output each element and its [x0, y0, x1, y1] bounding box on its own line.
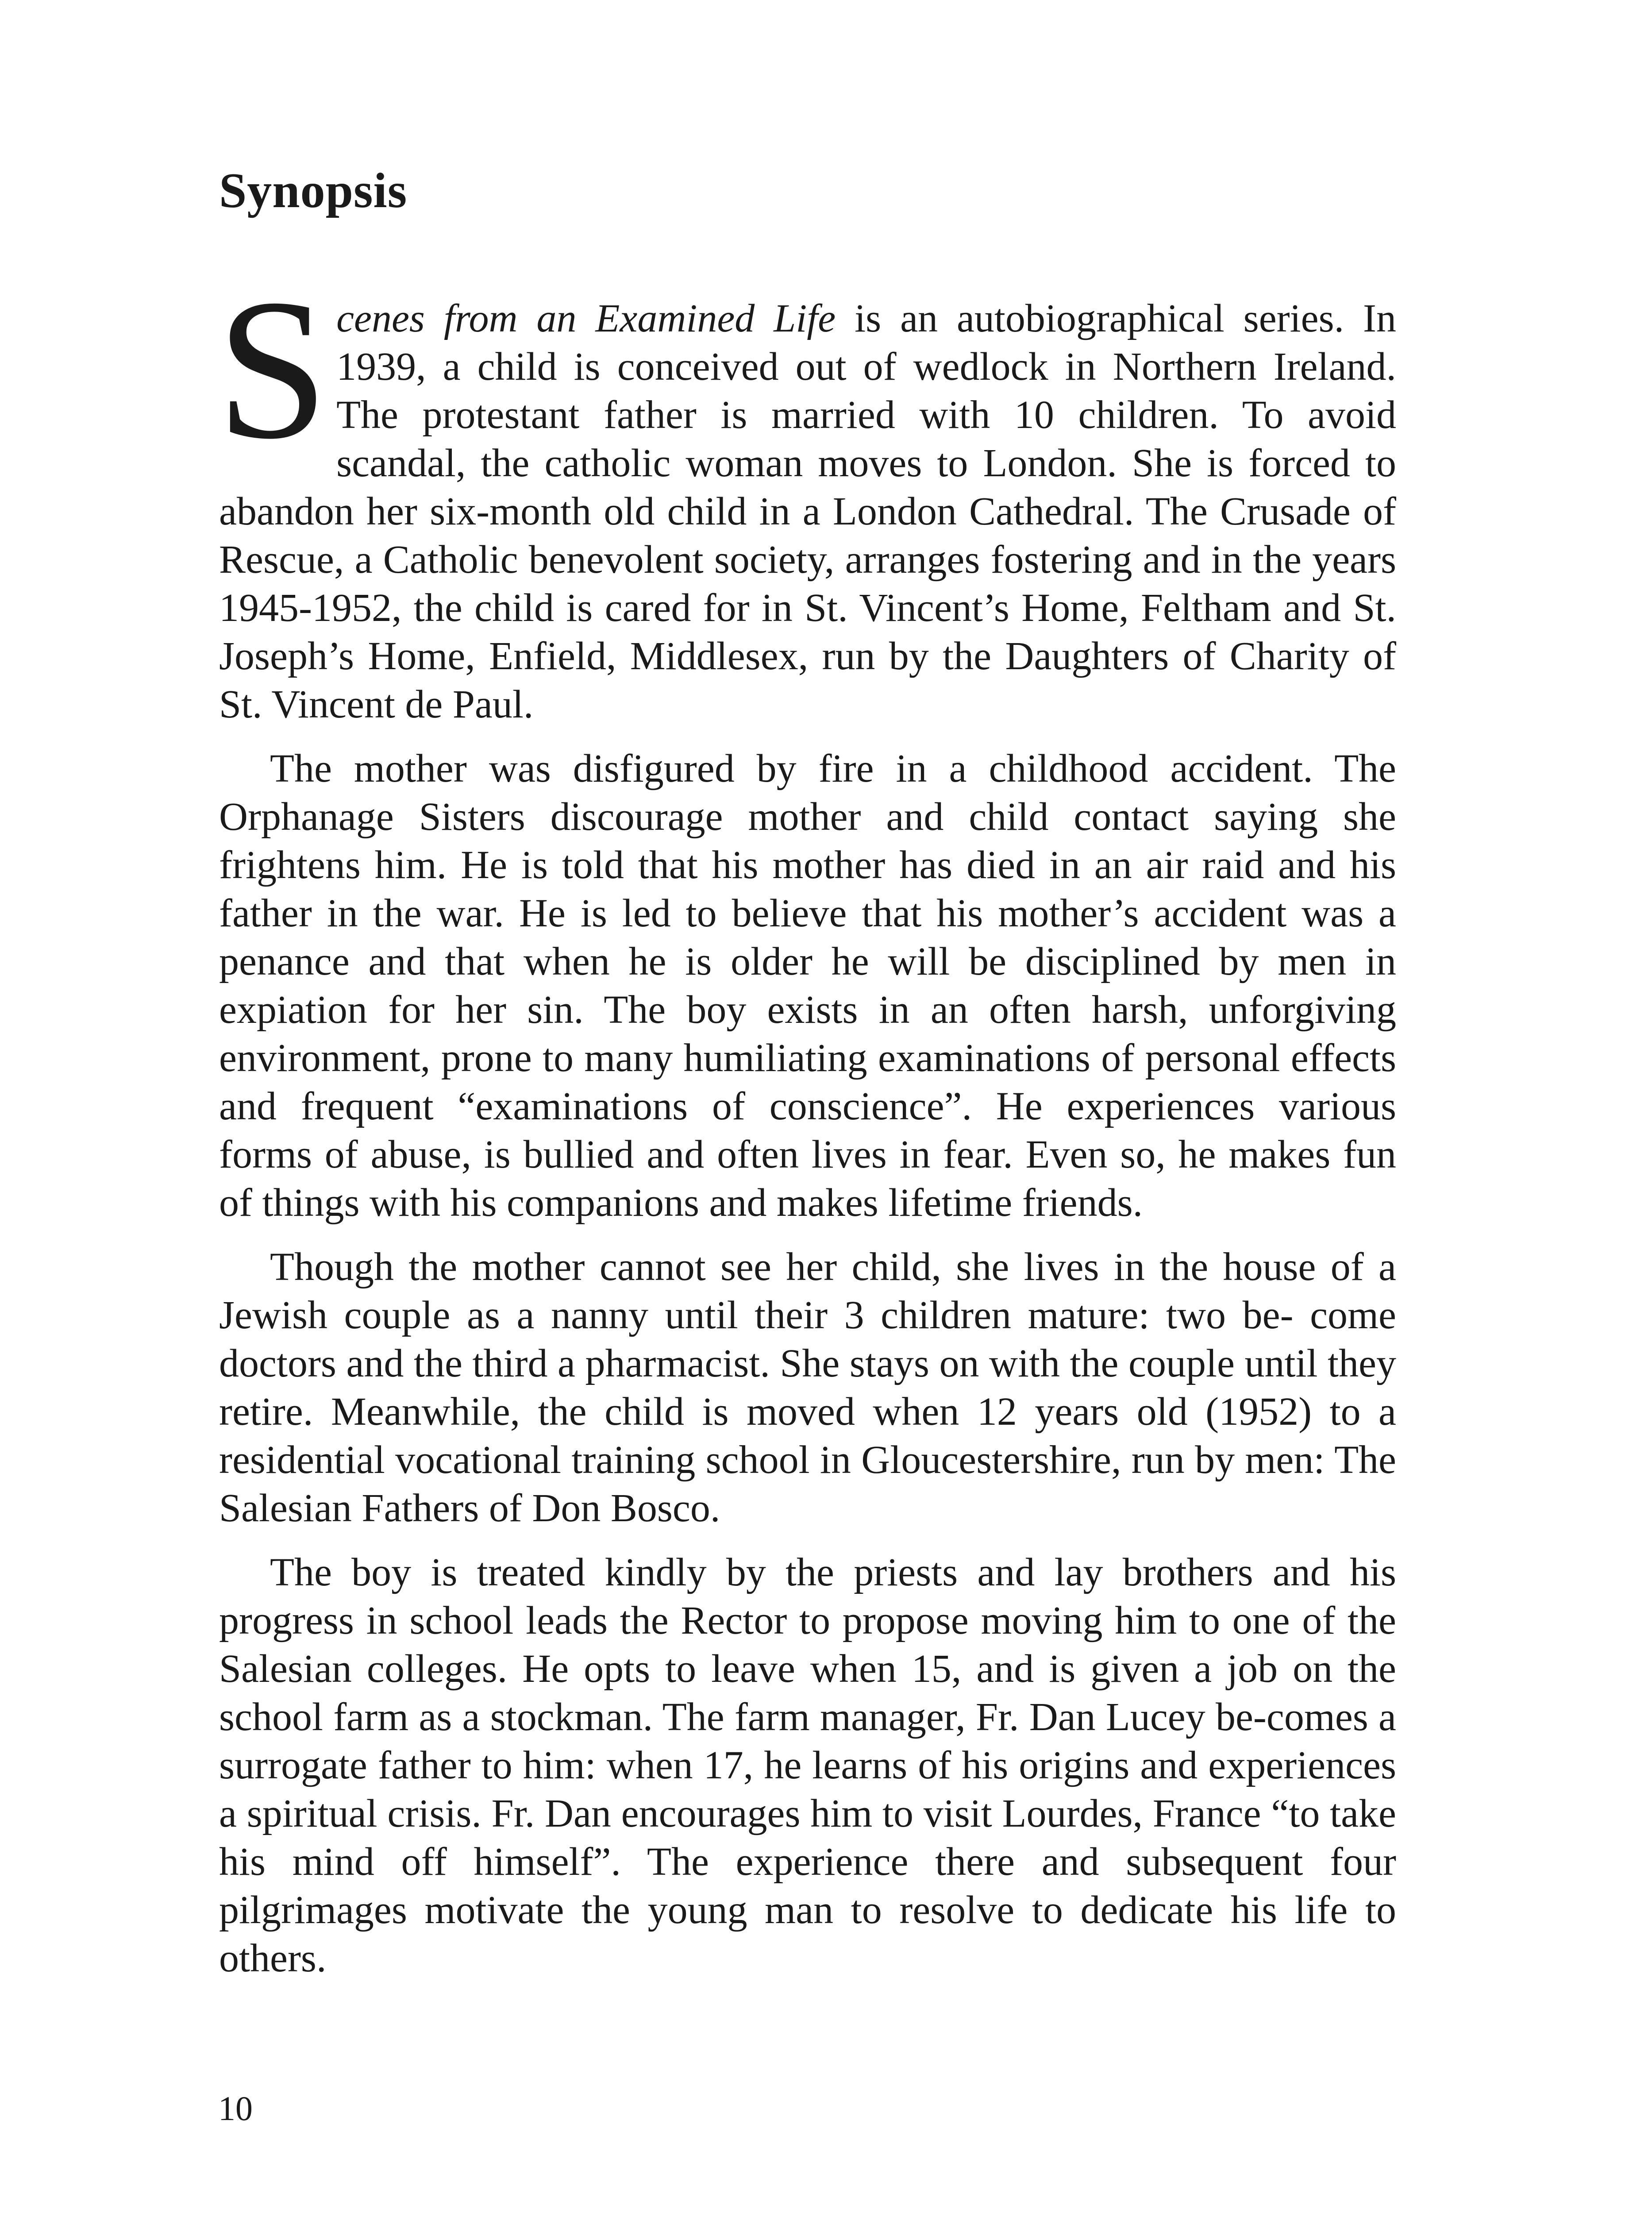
series-title: cenes from an Examined Life	[336, 297, 836, 340]
paragraph-2: The mother was disfigured by fire in a childhood accident. The Orphanage Sisters discourage mother and child contact saying she frightens him. He is told that his mother has died in an air raid and his father in the war. He is led to believe that his mother’s accident was a penance and that when he is older he will be disciplined by men in expiation for her sin. The boy exists in an often harsh, unforgiving environment, prone to many humiliating examinations of personal effects and frequent “examinations of conscience”. He experiences various forms of abuse, is bullied and often lives in fear. Even so, he makes fun of things with his companions and makes lifetime friends.	[219, 747, 1396, 1225]
paragraph-4: The boy is treated kindly by the priests and lay brothers and his progress in school leads the Rector to propose moving him to one of the Salesian colleges. He opts to leave when 15, and is given a job on the school farm as a stockman. The farm manager, Fr. Dan Lucey be-comes a surrogate father to him: when 17, he learns of his origins and experiences a spiritual crisis. Fr. Dan encourages him to visit Lourdes, France “to take his mind off himself”. The experience there and subsequent four pilgrimages motivate the young man to resolve to dedicate his life to others.	[219, 1550, 1396, 1980]
synopsis-body	[216, 258, 1397, 1998]
page-number: 10	[218, 2089, 253, 2128]
paragraph-1-text: is an autobiographical series. In 1939, a child is conceived out of wedlock in Northern Ireland. The protestant father is married with 10 children. To avoid scandal, the catholic woman moves to London. She is forced to abandon her six-month old child in a London Cathedral. The Crusade of Rescue, a Catholic benevolent society, arranges fostering and in the years 1945-1952, the child is cared for in St. Vincent’s Home, Feltham and St. Joseph’s Home, Enfield, Middlesex, run by the Daughters of Charity of St. Vincent de Paul.	[219, 297, 1397, 726]
section-heading: Synopsis	[219, 163, 408, 218]
drop-cap: S	[216, 258, 329, 481]
paragraph-3: Though the mother cannot see her child, she lives in the house of a Jewish couple as a nanny until their 3 children mature: two be- come doctors and the third a pharmacist. She stays on with the couple until they retire. Meanwhile, the child is moved when 12 years old (1952) to a residential vocational training school in Gloucestershire, run by men: The Salesian Fathers of Don Bosco.	[219, 1245, 1396, 1530]
paragraph-1	[216, 258, 1397, 729]
